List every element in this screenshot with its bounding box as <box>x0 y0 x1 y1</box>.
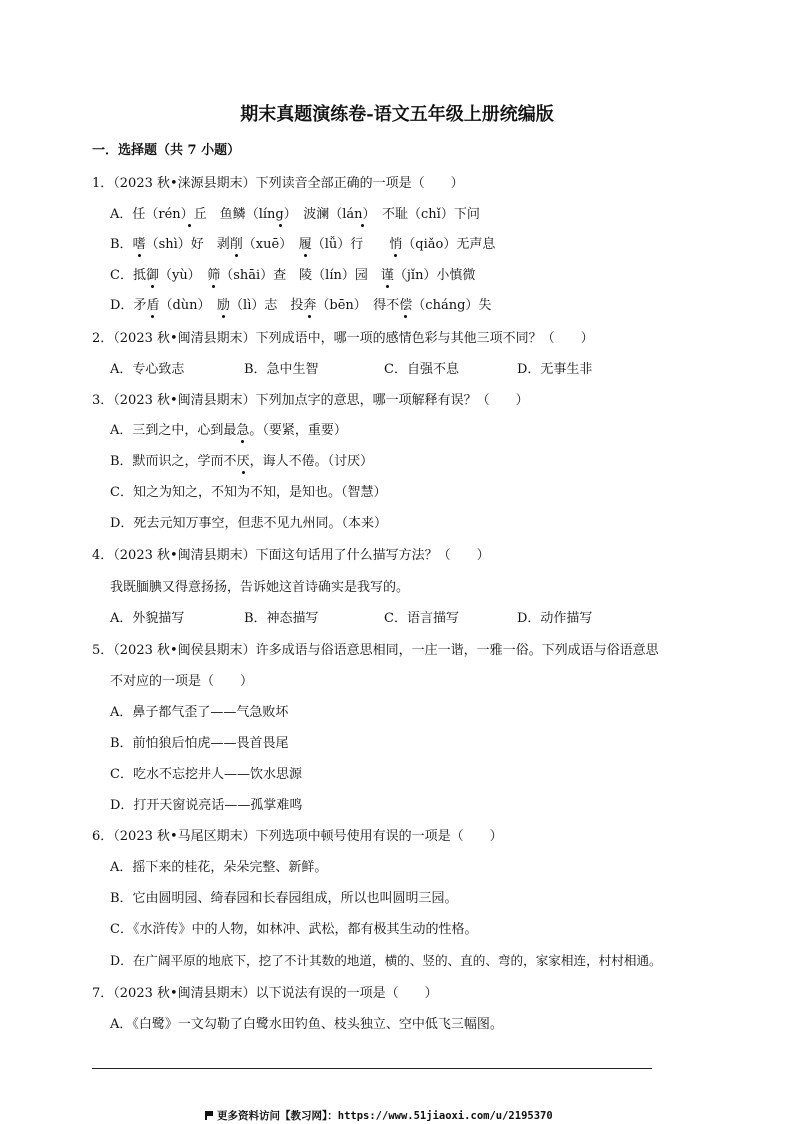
q2-option-d: D．无事生非 <box>517 362 593 377</box>
q3-option-a: A．三到之中，心到最急。（要紧，重要） <box>110 419 347 438</box>
question-number: 2． <box>92 331 114 346</box>
question-number: 7． <box>92 986 114 1001</box>
q6-option-d: D．在广阔平原的地底下，挖了不计其数的地道，横的、竖的、直的、弯的，家家相连，村村相通。 <box>110 953 662 968</box>
q4-quoted-sentence: 我既腼腆又得意扬扬，告诉她这首诗确实是我写的。 <box>110 580 410 595</box>
question-stem: （2023 秋•闽侯县期末）许多成语与俗语意思相同，一庄一谐，一雅一俗。下列成语与俗语意思 <box>113 643 659 658</box>
question-5 <box>92 639 659 658</box>
q5-option-b: B．前怕狼后怕虎——畏首畏尾 <box>110 736 289 751</box>
question-stem: （2023 秋•闽清县期末）下列加点字的意思，哪一项解释有误？（ ） <box>113 393 529 408</box>
question-number: 5． <box>92 643 114 658</box>
section-heading: 一．选择题（共 7 小题） <box>92 143 241 158</box>
q1-option-a: A．任（rén）丘 鱼鳞（líng） 波澜（lán） 不耻（chǐ）下问 <box>110 203 480 222</box>
question-6 <box>92 825 503 844</box>
q4-option-c: C．语言描写 <box>384 611 459 626</box>
footer-text: 更多资料访问【教习网】：https://www.51jiaoxi.com/u/2195370 <box>217 1110 553 1122</box>
question-stem: （2023 秋•马尾区期末）下列选项中顿号使用有误的一项是（ ） <box>113 829 503 844</box>
q1-option-d: D．矛盾（dùn） 励（lì）志 投奔（bēn） 得不偿（cháng）失 <box>110 294 491 313</box>
q5-option-c: C．吃水不忘挖井人——饮水思源 <box>110 767 302 782</box>
q5-option-d: D．打开天窗说亮话——孤掌难鸣 <box>110 798 303 813</box>
q3-option-d: D．死去元知万事空，但悲不见九州同。（本来） <box>110 516 387 531</box>
q2-option-c: C．自强不息 <box>384 362 459 377</box>
question-stem: （2023 秋•涞源县期末）下列读音全部正确的一项是（ ） <box>113 176 464 191</box>
q2-option-b: B．急中生智 <box>244 362 319 377</box>
q7-option-a: A．《白鹭》一文勾勒了白鹭水田钓鱼、枝头独立、空中低飞三幅图。 <box>110 1017 503 1032</box>
question-4 <box>92 544 490 563</box>
question-2 <box>92 327 594 346</box>
question-1 <box>92 172 464 191</box>
flag-icon <box>205 1111 213 1120</box>
q5-option-a: A．鼻子都气歪了——气急败坏 <box>110 705 289 720</box>
q3-option-b: B．默而识之，学而不厌，诲人不倦。（讨厌） <box>110 450 373 469</box>
question-stem: （2023 秋•闽清县期末）下列成语中，哪一项的感情色彩与其他三项不同？（ ） <box>113 331 594 346</box>
q6-option-c: C．《水浒传》中的人物，如林冲、武松，都有极其生动的性格。 <box>110 922 478 937</box>
q6-option-b: B．它由圆明园、绮春园和长春园组成，所以也叫圆明三园。 <box>110 891 458 906</box>
question-7 <box>92 982 438 1001</box>
q5-stem-continued: 不对应的一项是（ ） <box>110 674 254 689</box>
document-title: 期末真题演练卷-语文五年级上册统编版 <box>240 104 554 125</box>
q4-option-a: A．外貌描写 <box>110 611 185 626</box>
question-number: 3． <box>92 393 114 408</box>
question-number: 1． <box>92 176 114 191</box>
footer-link[interactable] <box>205 1108 553 1123</box>
question-stem: （2023 秋•闽清县期末）以下说法有误的一项是（ ） <box>113 986 438 1001</box>
question-number: 6． <box>92 829 114 844</box>
q6-option-a: A．摇下来的桂花，朵朵完整、新鲜。 <box>110 860 328 875</box>
q1-option-c: C．抵御（yù） 筛（shāi）查 陵（lín）园 谨（jǐn）小慎微 <box>110 264 475 283</box>
q1-option-b: B．嗜（shì）好 剥削（xuē） 履（lǚ）行 悄（qiǎo）无声息 <box>110 233 495 252</box>
q2-option-a: A．专心致志 <box>110 362 185 377</box>
footer-divider <box>92 1068 652 1069</box>
q4-option-b: B．神态描写 <box>244 611 319 626</box>
q3-option-c: C．知之为知之，不知为不知，是知也。（智慧） <box>110 485 387 500</box>
question-number: 4． <box>92 548 114 563</box>
question-3 <box>92 389 529 408</box>
question-stem: （2023 秋•闽清县期末）下面这句话用了什么描写方法？（ ） <box>113 548 490 563</box>
q4-option-d: D．动作描写 <box>517 611 593 626</box>
